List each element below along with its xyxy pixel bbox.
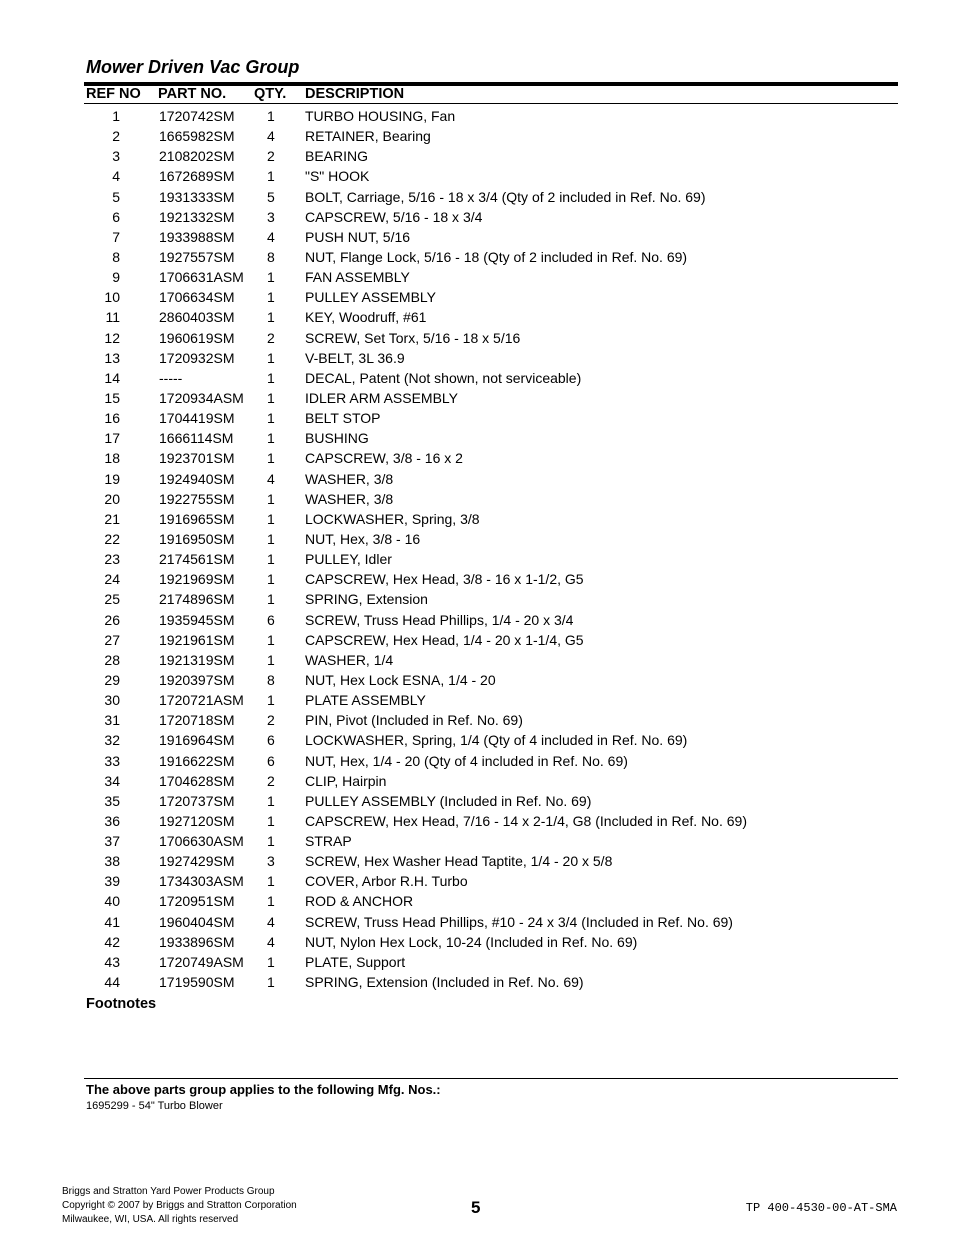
table-row	[0, 890, 954, 910]
table-row	[0, 790, 954, 810]
ref-no-cell: 32	[104, 732, 120, 749]
ref-no-cell: 8	[112, 248, 120, 265]
table-row	[0, 286, 954, 306]
ref-no-cell: 17	[104, 430, 120, 447]
part-no-cell: 1921969SM	[159, 571, 235, 588]
qty-cell: 1	[267, 551, 275, 568]
description-cell: FAN ASSEMBLY	[305, 269, 410, 286]
table-row	[0, 367, 954, 387]
header-rule	[84, 103, 898, 104]
description-cell: PULLEY ASSEMBLY (Included in Ref. No. 69)	[305, 792, 592, 809]
footer-line: Copyright © 2007 by Briggs and Stratton Corporation	[62, 1200, 297, 1211]
part-no-cell: 1706630ASM	[159, 833, 244, 850]
description-cell: CAPSCREW, Hex Head, 3/8 - 16 x 1-1/2, G5	[305, 571, 584, 588]
part-no-cell: 1960619SM	[159, 329, 235, 346]
footnotes-heading: Footnotes	[86, 996, 157, 1012]
part-no-cell: 1933896SM	[159, 933, 235, 950]
table-row	[0, 588, 954, 608]
qty-cell: 2	[267, 712, 275, 729]
table-row	[0, 327, 954, 347]
qty-cell: 2	[267, 329, 275, 346]
ref-no-cell: 14	[104, 369, 120, 386]
ref-no-cell: 2	[112, 128, 120, 145]
table-row	[0, 145, 954, 165]
ref-no-cell: 25	[104, 591, 120, 608]
qty-cell: 1	[267, 410, 275, 427]
description-cell: CAPSCREW, 5/16 - 18 x 3/4	[305, 208, 483, 225]
description-cell: PULLEY, Idler	[305, 551, 392, 568]
description-cell: PLATE ASSEMBLY	[305, 692, 426, 709]
ref-no-cell: 41	[104, 913, 120, 930]
ref-no-cell: 9	[112, 269, 120, 286]
description-cell: ROD & ANCHOR	[305, 893, 414, 910]
ref-no-cell: 5	[112, 188, 120, 205]
table-row	[0, 468, 954, 488]
header-part-no: PART NO.	[158, 86, 227, 102]
ref-no-cell: 28	[104, 651, 120, 668]
table-row	[0, 488, 954, 508]
ref-no-cell: 23	[104, 551, 120, 568]
description-cell: PUSH NUT, 5/16	[305, 228, 411, 245]
description-cell: LOCKWASHER, Spring, 1/4 (Qty of 4 included in Ref. No. 69)	[305, 732, 688, 749]
description-cell: NUT, Nylon Hex Lock, 10-24 (Included in Ref. No. 69)	[305, 933, 638, 950]
part-no-cell: 1720749ASM	[159, 953, 244, 970]
table-row	[0, 669, 954, 689]
description-cell: STRAP	[305, 833, 352, 850]
part-no-cell: 2860403SM	[159, 309, 235, 326]
ref-no-cell: 36	[104, 812, 120, 829]
qty-cell: 1	[267, 168, 275, 185]
qty-cell: 3	[267, 853, 275, 870]
description-cell: LOCKWASHER, Spring, 3/8	[305, 510, 480, 527]
ref-no-cell: 44	[104, 974, 120, 991]
qty-cell: 1	[267, 269, 275, 286]
part-no-cell: 1931333SM	[159, 188, 235, 205]
ref-no-cell: 11	[105, 309, 120, 326]
mfg-number: 1695299 - 54" Turbo Blower	[86, 1100, 223, 1112]
qty-cell: 1	[267, 430, 275, 447]
description-cell: PULLEY ASSEMBLY	[305, 289, 436, 306]
description-cell: DECAL, Patent (Not shown, not serviceable)	[305, 369, 582, 386]
table-row	[0, 951, 954, 971]
qty-cell: 1	[267, 631, 275, 648]
part-no-cell: 1704419SM	[159, 410, 235, 427]
table-row	[0, 609, 954, 629]
table-row	[0, 125, 954, 145]
part-no-cell: 1719590SM	[159, 974, 235, 991]
table-row	[0, 830, 954, 850]
qty-cell: 2	[267, 148, 275, 165]
table-row	[0, 548, 954, 568]
part-no-cell: -----	[159, 369, 183, 386]
qty-cell: 1	[267, 953, 275, 970]
ref-no-cell: 34	[104, 772, 120, 789]
ref-no-cell: 30	[104, 692, 120, 709]
qty-cell: 1	[267, 571, 275, 588]
description-cell: SCREW, Truss Head Phillips, 1/4 - 20 x 3/4	[305, 611, 574, 628]
part-no-cell: 1921319SM	[159, 651, 235, 668]
qty-cell: 1	[267, 450, 275, 467]
ref-no-cell: 18	[104, 450, 120, 467]
table-row	[0, 729, 954, 749]
part-no-cell: 1924940SM	[159, 470, 235, 487]
table-row	[0, 447, 954, 467]
description-cell: CAPSCREW, Hex Head, 7/16 - 14 x 2-1/4, G8 (Included in Ref. No. 69)	[305, 812, 747, 829]
table-row	[0, 206, 954, 226]
ref-no-cell: 24	[104, 571, 120, 588]
qty-cell: 6	[267, 752, 275, 769]
table-row	[0, 226, 954, 246]
qty-cell: 4	[267, 913, 275, 930]
description-cell: CAPSCREW, Hex Head, 1/4 - 20 x 1-1/4, G5	[305, 631, 584, 648]
applies-heading: The above parts group applies to the following Mfg. Nos.:	[86, 1082, 441, 1097]
table-row	[0, 689, 954, 709]
ref-no-cell: 33	[104, 752, 120, 769]
part-no-cell: 1916622SM	[159, 752, 235, 769]
description-cell: NUT, Flange Lock, 5/16 - 18 (Qty of 2 included in Ref. No. 69)	[305, 248, 688, 265]
ref-no-cell: 29	[104, 671, 120, 688]
part-no-cell: 1923701SM	[159, 450, 235, 467]
footer-line: Briggs and Stratton Yard Power Products Group	[62, 1186, 275, 1197]
document-number: TP 400-4530-00-AT-SMA	[745, 1201, 897, 1215]
part-no-cell: 1927429SM	[159, 853, 235, 870]
table-row	[0, 528, 954, 548]
part-no-cell: 1921332SM	[159, 208, 235, 225]
ref-no-cell: 31	[104, 712, 120, 729]
ref-no-cell: 4	[112, 168, 120, 185]
qty-cell: 1	[267, 369, 275, 386]
part-no-cell: 1920397SM	[159, 671, 235, 688]
qty-cell: 4	[267, 128, 275, 145]
qty-cell: 4	[267, 470, 275, 487]
header-ref-no: REF NO	[86, 86, 141, 102]
description-cell: WASHER, 3/8	[305, 490, 394, 507]
qty-cell: 4	[267, 933, 275, 950]
qty-cell: 1	[267, 309, 275, 326]
part-no-cell: 1665982SM	[159, 128, 235, 145]
qty-cell: 6	[267, 611, 275, 628]
qty-cell: 1	[267, 389, 275, 406]
description-cell: SCREW, Hex Washer Head Taptite, 1/4 - 20 x 5/8	[305, 853, 613, 870]
part-no-cell: 1916965SM	[159, 510, 235, 527]
footer-line: Milwaukee, WI, USA. All rights reserved	[62, 1214, 239, 1225]
table-row	[0, 407, 954, 427]
part-no-cell: 1720718SM	[159, 712, 235, 729]
table-row	[0, 105, 954, 125]
description-cell: PLATE, Support	[305, 953, 406, 970]
qty-cell: 1	[267, 510, 275, 527]
part-no-cell: 1706631ASM	[159, 269, 244, 286]
table-row	[0, 850, 954, 870]
description-cell: CAPSCREW, 3/8 - 16 x 2	[305, 450, 463, 467]
ref-no-cell: 26	[104, 611, 120, 628]
description-cell: PIN, Pivot (Included in Ref. No. 69)	[305, 712, 523, 729]
part-no-cell: 2108202SM	[159, 148, 235, 165]
qty-cell: 1	[267, 651, 275, 668]
qty-cell: 5	[267, 188, 275, 205]
description-cell: BUSHING	[305, 430, 369, 447]
ref-no-cell: 20	[104, 490, 120, 507]
ref-no-cell: 10	[104, 289, 120, 306]
table-row	[0, 266, 954, 286]
table-row	[0, 750, 954, 770]
description-cell: NUT, Hex Lock ESNA, 1/4 - 20	[305, 671, 496, 688]
table-row	[0, 427, 954, 447]
description-cell: WASHER, 1/4	[305, 651, 394, 668]
table-row	[0, 186, 954, 206]
ref-no-cell: 13	[104, 349, 120, 366]
table-row	[0, 770, 954, 790]
ref-no-cell: 27	[104, 631, 120, 648]
description-cell: SPRING, Extension	[305, 591, 428, 608]
description-cell: COVER, Arbor R.H. Turbo	[305, 873, 468, 890]
qty-cell: 1	[267, 692, 275, 709]
part-no-cell: 1927120SM	[159, 812, 235, 829]
table-row	[0, 347, 954, 367]
table-row	[0, 306, 954, 326]
description-cell: NUT, Hex, 3/8 - 16	[305, 530, 421, 547]
table-row	[0, 709, 954, 729]
qty-cell: 3	[267, 208, 275, 225]
table-row	[0, 568, 954, 588]
part-no-cell: 1720934ASM	[159, 389, 244, 406]
ref-no-cell: 43	[104, 953, 120, 970]
part-no-cell: 1720932SM	[159, 349, 235, 366]
table-row	[0, 629, 954, 649]
table-row	[0, 508, 954, 528]
description-cell: NUT, Hex, 1/4 - 20 (Qty of 4 included in Ref. No. 69)	[305, 752, 628, 769]
description-cell: SCREW, Set Torx, 5/16 - 18 x 5/16	[305, 329, 521, 346]
ref-no-cell: 35	[104, 792, 120, 809]
description-cell: V-BELT, 3L 36.9	[305, 349, 405, 366]
qty-cell: 1	[267, 349, 275, 366]
part-no-cell: 1960404SM	[159, 913, 235, 930]
description-cell: TURBO HOUSING, Fan	[305, 108, 456, 124]
qty-cell: 8	[267, 248, 275, 265]
parts-table	[0, 105, 954, 991]
description-cell: "S" HOOK	[305, 168, 370, 185]
ref-no-cell: 7	[112, 228, 120, 245]
qty-cell: 2	[267, 772, 275, 789]
applies-rule	[84, 1078, 898, 1079]
qty-cell: 1	[267, 108, 275, 124]
ref-no-cell: 42	[104, 933, 120, 950]
description-cell: SPRING, Extension (Included in Ref. No. 69)	[305, 974, 584, 991]
table-row	[0, 165, 954, 185]
description-cell: RETAINER, Bearing	[305, 128, 431, 145]
part-no-cell: 1922755SM	[159, 490, 235, 507]
description-cell: CLIP, Hairpin	[305, 772, 387, 789]
qty-cell: 1	[267, 893, 275, 910]
part-no-cell: 1916964SM	[159, 732, 235, 749]
part-no-cell: 1734303ASM	[159, 873, 244, 890]
header-description: DESCRIPTION	[305, 86, 405, 102]
ref-no-cell: 21	[104, 510, 120, 527]
ref-no-cell: 40	[104, 893, 120, 910]
page-title: Mower Driven Vac Group	[86, 57, 300, 77]
ref-no-cell: 37	[104, 833, 120, 850]
qty-cell: 1	[267, 289, 275, 306]
part-no-cell: 1916950SM	[159, 530, 235, 547]
ref-no-cell: 6	[112, 208, 120, 225]
ref-no-cell: 15	[104, 389, 120, 406]
ref-no-cell: 19	[104, 470, 120, 487]
part-no-cell: 1927557SM	[159, 248, 235, 265]
part-no-cell: 2174896SM	[159, 591, 235, 608]
qty-cell: 1	[267, 591, 275, 608]
table-row	[0, 246, 954, 266]
description-cell: WASHER, 3/8	[305, 470, 394, 487]
qty-cell: 1	[267, 530, 275, 547]
part-no-cell: 1706634SM	[159, 289, 235, 306]
qty-cell: 8	[267, 671, 275, 688]
table-row	[0, 649, 954, 669]
table-row	[0, 387, 954, 407]
description-cell: KEY, Woodruff, #61	[305, 309, 427, 326]
ref-no-cell: 38	[104, 853, 120, 870]
qty-cell: 1	[267, 833, 275, 850]
ref-no-cell: 3	[112, 148, 120, 165]
description-cell: SCREW, Truss Head Phillips, #10 - 24 x 3/4 (Included in Ref. No. 69)	[305, 913, 733, 930]
part-no-cell: 1672689SM	[159, 168, 235, 185]
qty-cell: 1	[267, 490, 275, 507]
description-cell: IDLER ARM ASSEMBLY	[305, 389, 459, 406]
part-no-cell: 1704628SM	[159, 772, 235, 789]
table-row	[0, 810, 954, 830]
page-number: 5	[471, 1198, 481, 1217]
qty-cell: 1	[267, 873, 275, 890]
footer-copyright	[62, 1185, 297, 1227]
part-no-cell: 1720742SM	[159, 108, 235, 124]
qty-cell: 6	[267, 732, 275, 749]
description-cell: BEARING	[305, 148, 369, 165]
part-no-cell: 2174561SM	[159, 551, 235, 568]
ref-no-cell: 16	[104, 410, 120, 427]
description-cell: BELT STOP	[305, 410, 381, 427]
ref-no-cell: 39	[104, 873, 120, 890]
part-no-cell: 1720737SM	[159, 792, 235, 809]
qty-cell: 1	[267, 792, 275, 809]
table-row	[0, 931, 954, 951]
qty-cell: 1	[267, 974, 275, 991]
description-cell: BOLT, Carriage, 5/16 - 18 x 3/4 (Qty of 2 included in Ref. No. 69)	[305, 188, 706, 205]
table-row	[0, 971, 954, 991]
part-no-cell: 1720721ASM	[159, 692, 244, 709]
part-no-cell: 1666114SM	[159, 430, 234, 447]
part-no-cell: 1933988SM	[159, 228, 235, 245]
qty-cell: 1	[267, 812, 275, 829]
part-no-cell: 1921961SM	[159, 631, 235, 648]
ref-no-cell: 22	[104, 530, 120, 547]
header-qty: QTY.	[254, 86, 287, 102]
ref-no-cell: 1	[112, 108, 120, 124]
part-no-cell: 1935945SM	[159, 611, 235, 628]
qty-cell: 4	[267, 228, 275, 245]
ref-no-cell: 12	[104, 329, 120, 346]
table-row	[0, 911, 954, 931]
table-row	[0, 870, 954, 890]
part-no-cell: 1720951SM	[159, 893, 235, 910]
